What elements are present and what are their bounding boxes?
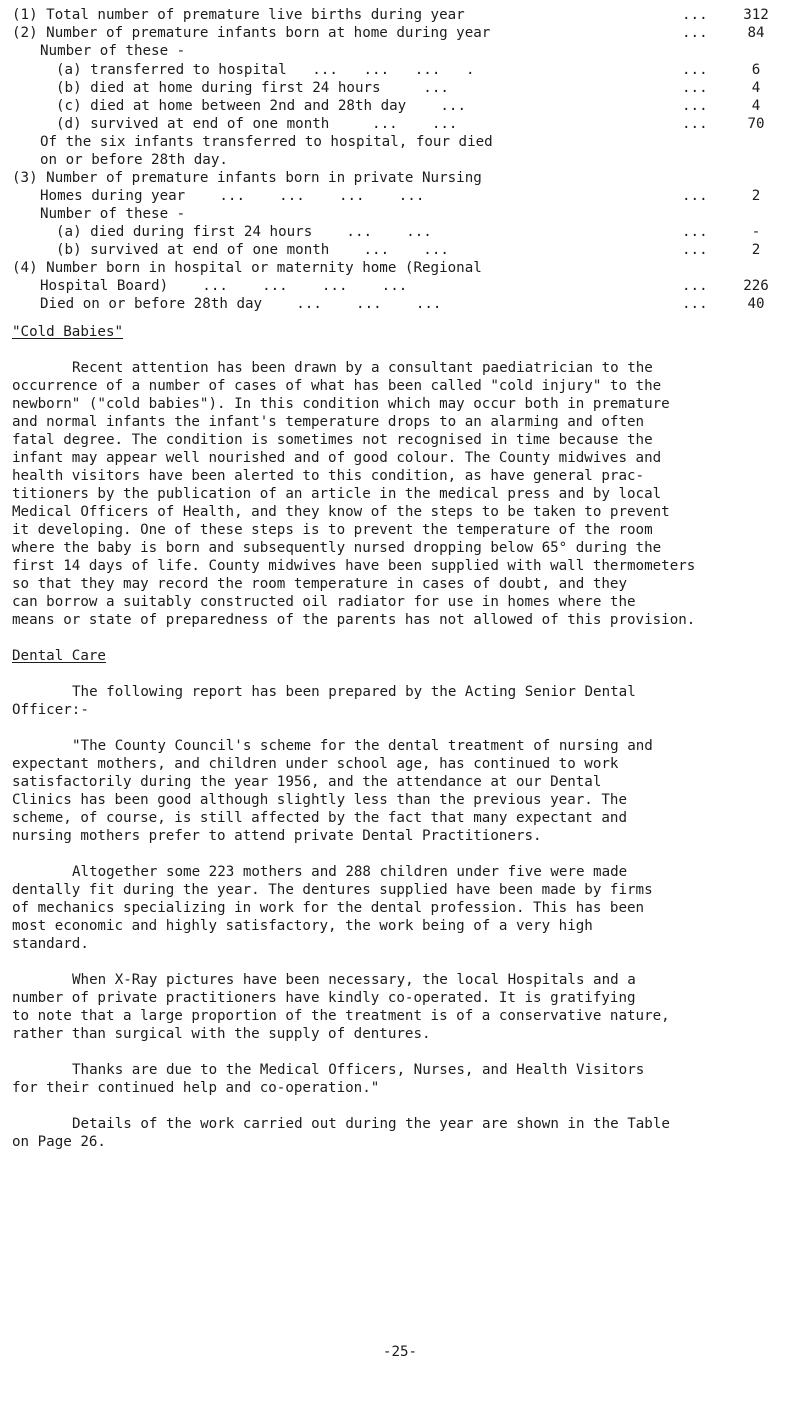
- stat-line-transferred-value: 6: [751, 62, 761, 78]
- stat-line-home-dots: ...: [682, 25, 708, 41]
- text-line: and normal infants the infant's temperature drops to an alarming and often: [12, 414, 645, 430]
- stat-line-nursing-survived-value: 2: [751, 242, 761, 258]
- stat-line-survived-label: (d) survived at end of one month ... ...: [56, 116, 458, 132]
- cold-babies-heading: "Cold Babies": [12, 324, 124, 340]
- dental-care-heading: Dental Care: [12, 648, 106, 664]
- text-line: satisfactorily during the year 1956, and the attendance at our Dental: [12, 774, 602, 790]
- text-line: Clinics has been good although slightly less than the previous year. The: [12, 792, 627, 808]
- stat-note-line: on or before 28th day.: [40, 152, 228, 168]
- text-line: expectant mothers, and children under school age, has continued to work: [12, 756, 619, 772]
- text-line: "The County Council's scheme for the dental treatment of nursing and: [72, 738, 653, 754]
- text-line: it developing. One of these steps is to prevent the temperature of the room: [12, 522, 653, 538]
- stat-line-nursing-died-dots: ...: [682, 224, 708, 240]
- stat-line-nursing-label: Homes during year ... ... ... ...: [40, 188, 425, 204]
- stat-line-died-24h-label: (b) died at home during first 24 hours ...: [56, 80, 449, 96]
- text-line: standard.: [12, 936, 89, 952]
- stat-note-line: Of the six infants transferred to hospital, four died: [40, 134, 493, 150]
- stat-line-died-24h-dots: ...: [682, 80, 708, 96]
- stat-line-nursing-died-label: (a) died during first 24 hours ... ...: [56, 224, 432, 240]
- text-line: scheme, of course, is still affected by the fact that many expectant and: [12, 810, 627, 826]
- stat-line-hospital-dots: ...: [682, 278, 708, 294]
- text-line: rather than surgical with the supply of dentures.: [12, 1026, 431, 1042]
- stat-subheading: Number of these -: [40, 206, 186, 222]
- text-line: number of private practitioners have kindly co-operated. It is gratifying: [12, 990, 636, 1006]
- text-line: Medical Officers of Health, and they know of the steps to be taken to prevent: [12, 504, 670, 520]
- stat-line-nursing-value: 2: [751, 188, 761, 204]
- stat-line-transferred-label: (a) transferred to hospital ... ... ... .: [56, 62, 475, 78]
- stat-line-home-label: (2) Number of premature infants born at home during year: [12, 25, 491, 41]
- text-line: Officer:-: [12, 702, 89, 718]
- text-line: Thanks are due to the Medical Officers, Nurses, and Health Visitors: [72, 1062, 645, 1078]
- text-line: fatal degree. The condition is sometimes not recognised in time because the: [12, 432, 653, 448]
- text-line: so that they may record the room temperature in cases of doubt, and they: [12, 576, 627, 592]
- text-line: most economic and highly satisfactory, the work being of a very high: [12, 918, 593, 934]
- stat-line-died-2-28-value: 4: [751, 98, 761, 114]
- stat-line-total-value: 312: [743, 7, 769, 23]
- text-line: health visitors have been alerted to this condition, as have general prac-: [12, 468, 645, 484]
- text-line: When X-Ray pictures have been necessary, the local Hospitals and a: [72, 972, 636, 988]
- text-line: of mechanics specializing in work for the dental profession. This has been: [12, 900, 645, 916]
- text-line: occurrence of a number of cases of what has been called "cold injury" to the: [12, 378, 662, 394]
- stat-line-nursing-dots: ...: [682, 188, 708, 204]
- stat-line-died-2-28-label: (c) died at home between 2nd and 28th day ...: [56, 98, 466, 114]
- text-line: nursing mothers prefer to attend private Dental Practitioners.: [12, 828, 542, 844]
- text-line: Details of the work carried out during the year are shown in the Table: [72, 1116, 670, 1132]
- text-line: for their continued help and co-operation.": [12, 1080, 380, 1096]
- stat-subheading: Number of these -: [40, 43, 186, 59]
- text-line: infant may appear well nourished and of good colour. The County midwives and: [12, 450, 662, 466]
- stat-line-hospital-died-dots: ...: [682, 296, 708, 312]
- stat-line-nursing-survived-dots: ...: [682, 242, 708, 258]
- text-line: The following report has been prepared by the Acting Senior Dental: [72, 684, 636, 700]
- text-line: Recent attention has been drawn by a consultant paediatrician to the: [72, 360, 653, 376]
- stat-line-died-2-28-dots: ...: [682, 98, 708, 114]
- stat-line-hospital-value: 226: [743, 278, 769, 294]
- stat-line-survived-value: 70: [747, 116, 765, 132]
- stat-line-hospital-label: Hospital Board) ... ... ... ...: [40, 278, 408, 294]
- page-number: -25-: [382, 1344, 418, 1360]
- stat-line-total-label: (1) Total number of premature live births during year: [12, 7, 465, 23]
- text-line: where the baby is born and subsequently nursed dropping below 65° during the: [12, 540, 662, 556]
- text-line: on Page 26.: [12, 1134, 106, 1150]
- text-line: newborn" ("cold babies"). In this condition which may occur both in premature: [12, 396, 670, 412]
- stat-line-hospital-died-label: Died on or before 28th day ... ... ...: [40, 296, 442, 312]
- text-line: Altogether some 223 mothers and 288 children under five were made: [72, 864, 628, 880]
- stat-line-died-24h-value: 4: [751, 80, 761, 96]
- text-line: means or state of preparedness of the parents has not allowed of this provision.: [12, 612, 696, 628]
- text-line: to note that a large proportion of the treatment is of a conservative nature,: [12, 1008, 670, 1024]
- stat-line-home-value: 84: [747, 25, 765, 41]
- stat-line-hospital-died-value: 40: [747, 296, 765, 312]
- text-line: dentally fit during the year. The dentures supplied have been made by firms: [12, 882, 653, 898]
- stat-line-survived-dots: ...: [682, 116, 708, 132]
- stat-line-nursing-heading: (3) Number of premature infants born in private Nursing: [12, 170, 482, 186]
- text-line: first 14 days of life. County midwives have been supplied with wall thermometers: [12, 558, 696, 574]
- stat-line-hospital-heading: (4) Number born in hospital or maternity home (Regional: [12, 260, 482, 276]
- text-line: titioners by the publication of an article in the medical press and by local: [12, 486, 662, 502]
- stat-line-nursing-died-value: -: [751, 224, 761, 240]
- stat-line-total-dots: ...: [682, 7, 708, 23]
- stat-line-nursing-survived-label: (b) survived at end of one month ... ...: [56, 242, 449, 258]
- stat-line-transferred-dots: ...: [682, 62, 708, 78]
- text-line: can borrow a suitably constructed oil radiator for use in homes where the: [12, 594, 636, 610]
